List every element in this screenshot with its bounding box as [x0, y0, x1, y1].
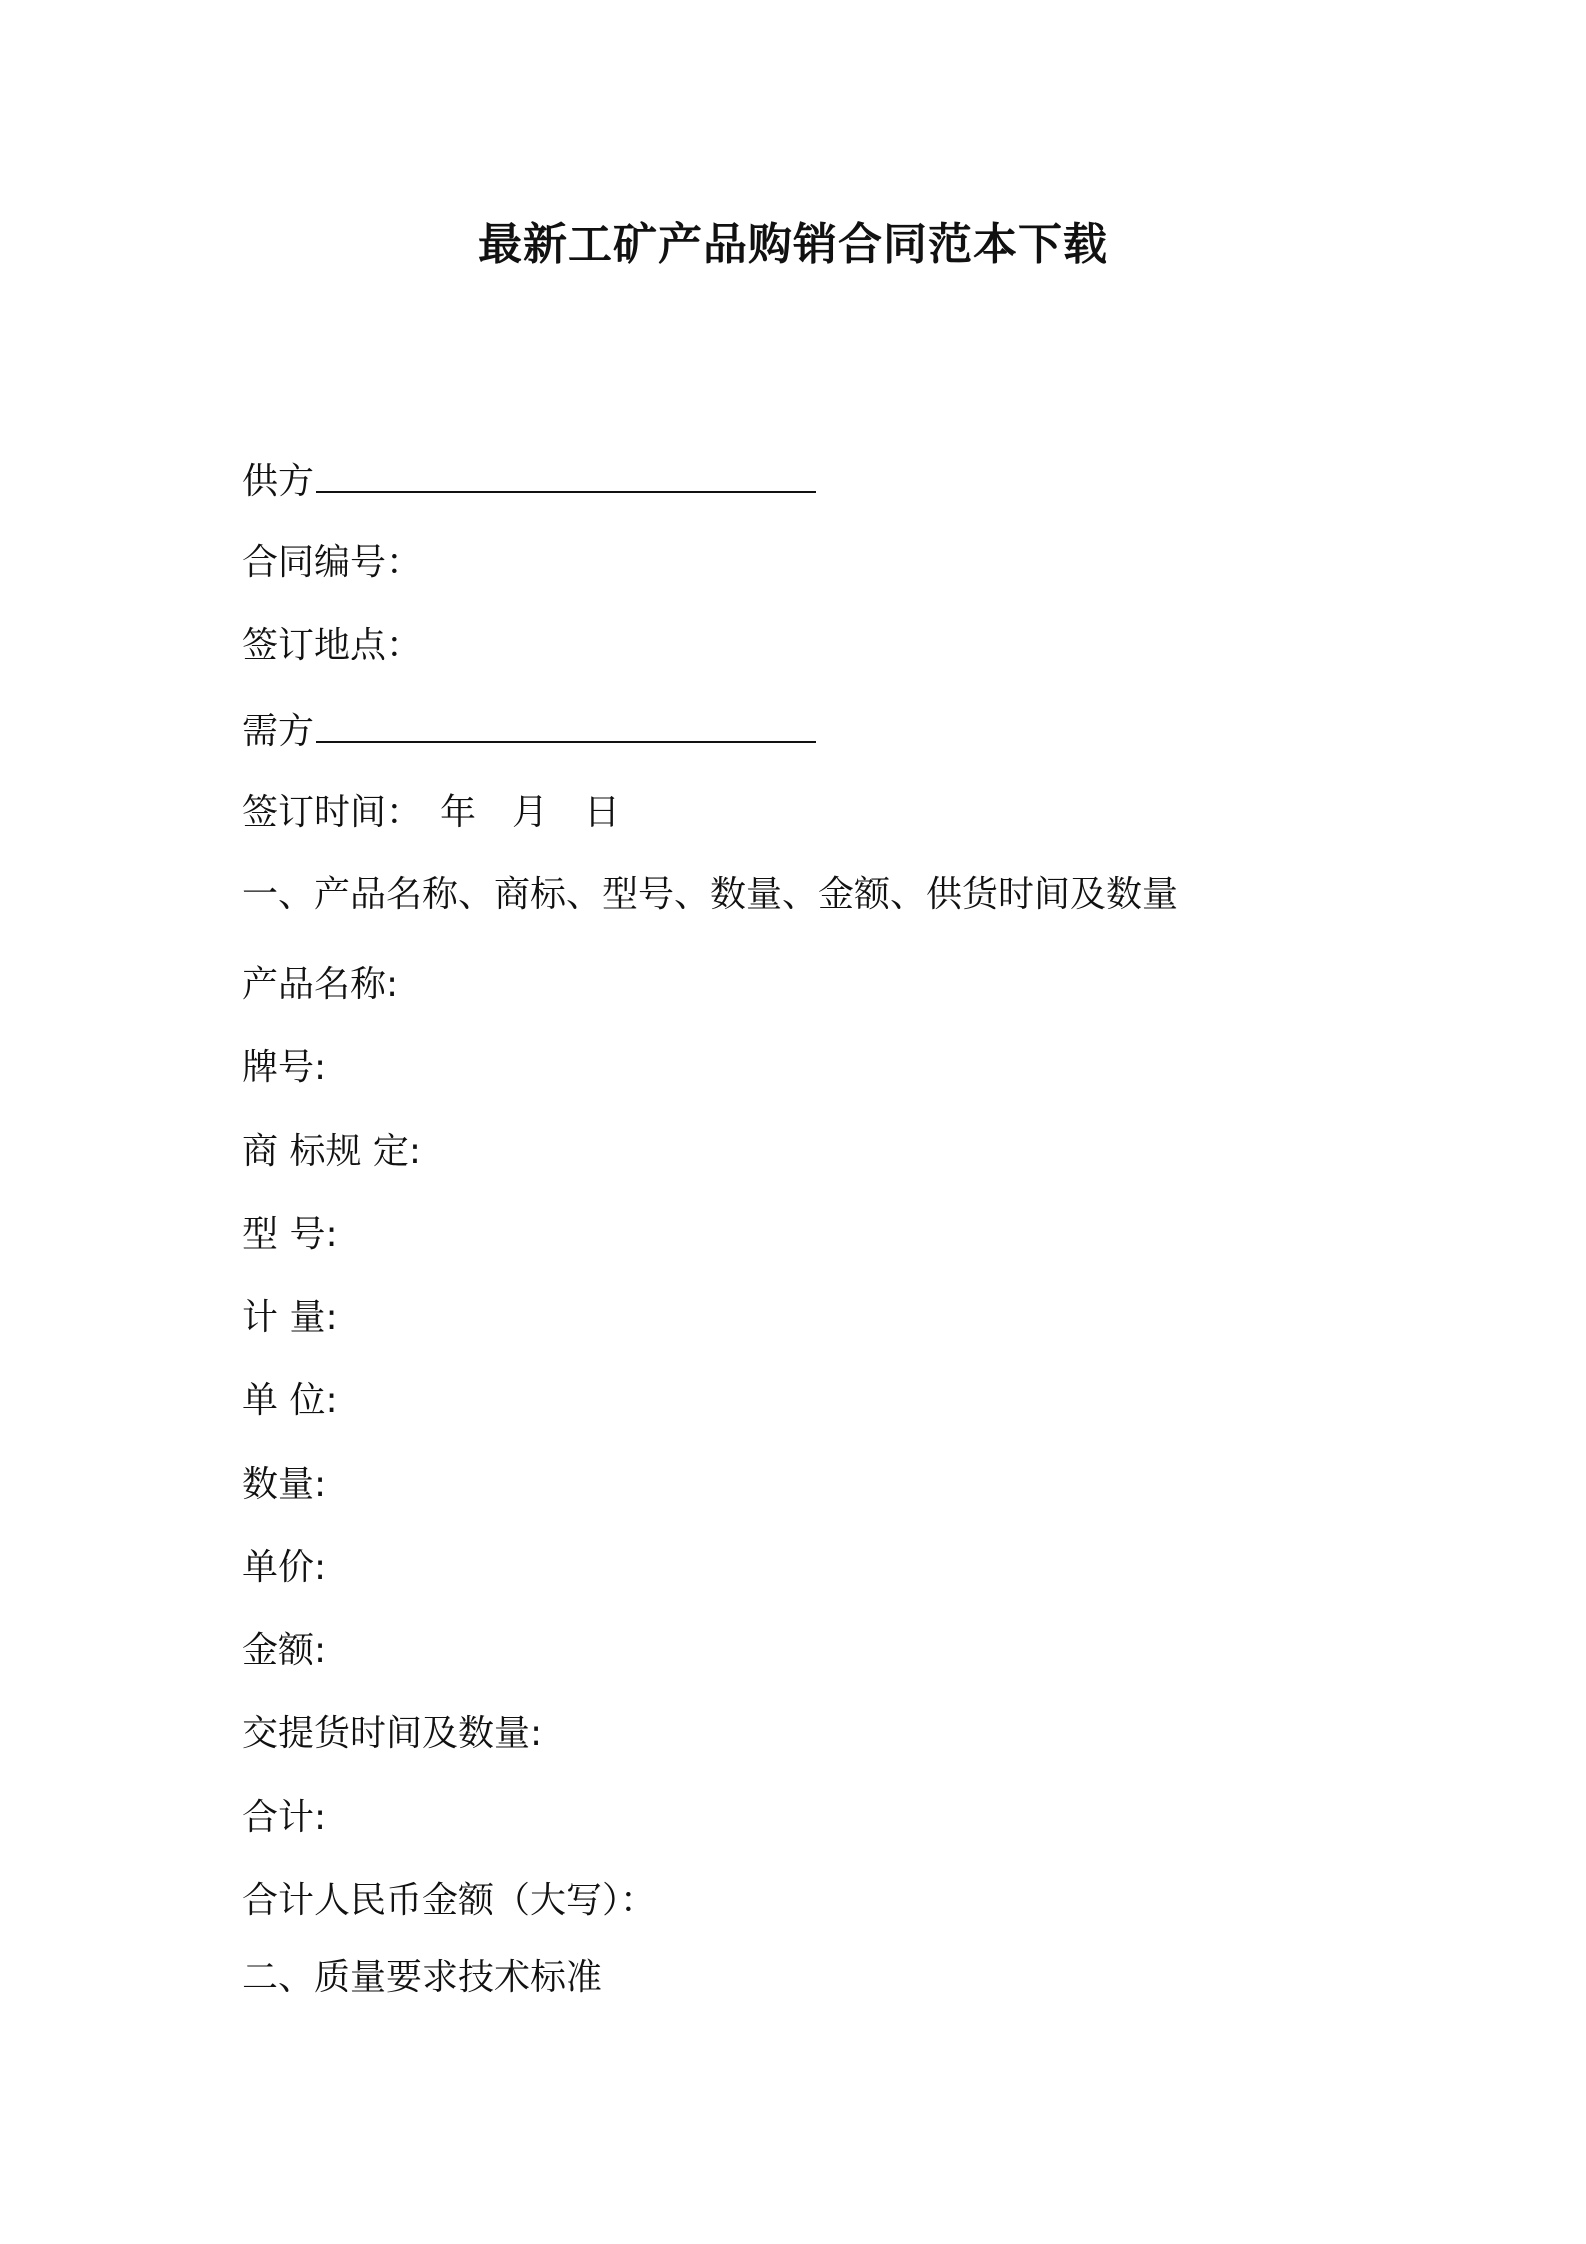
measure-line: 计 量: [242, 1297, 338, 1338]
buyer-label: 需方 [242, 711, 315, 752]
supplier-blank[interactable] [316, 455, 816, 493]
supplier-label: 供方 [242, 461, 315, 502]
contract-no-line: 合同编号： [242, 542, 423, 583]
buyer-line [242, 705, 816, 757]
buyer-blank[interactable] [316, 705, 816, 743]
total-rmb-line: 合计人民币金额（大写）： [242, 1880, 657, 1921]
supplier-line [242, 455, 816, 507]
amount-line: 金额: [242, 1630, 327, 1671]
quantity-line: 数量: [242, 1464, 327, 1505]
model-line: 型 号: [242, 1214, 338, 1255]
product-name-line: 产品名称: [242, 964, 399, 1005]
document-title: 最新工矿产品购销合同范本下载 [478, 219, 1108, 270]
signing-place-line: 签订地点： [242, 625, 423, 666]
section2-heading: 二、质量要求技术标准 [242, 1957, 603, 1998]
unit-price-line: 单价: [242, 1547, 327, 1588]
delivery-line: 交提货时间及数量: [242, 1713, 543, 1754]
signing-time-line: 签订时间： 年 月 日 [242, 792, 621, 833]
unit-line: 单 位: [242, 1380, 338, 1421]
trademark-line: 商 标规 定: [242, 1131, 422, 1172]
section1-heading: 一、产品名称、商标、型号、数量、金额、供货时间及数量 [242, 874, 1179, 915]
brand-no-line: 牌号: [242, 1047, 327, 1088]
total-line: 合计: [242, 1797, 327, 1838]
